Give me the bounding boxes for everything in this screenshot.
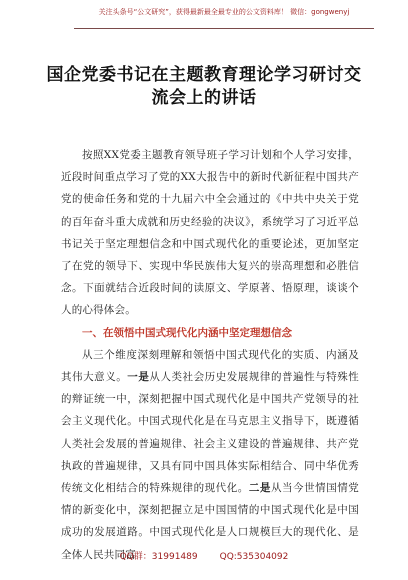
footer-qq: QQ:535304092 xyxy=(219,552,289,562)
document-body xyxy=(61,144,359,566)
footer xyxy=(0,549,408,562)
point-text-one: 从人类社会历史发展规律的普遍性与特殊性的辩证统一中，深刻把握中国式现代化是中国共产党领导的社会主义现代化。中国式现代化是在马克思主义指导下，既遵循人类社会发展的普遍规律、社会主义建设的普遍规律、共产党执政的普遍规律，又具有同中国具体实际相结合、同中华优秀传统文化相结合的特殊规律的现代化。 xyxy=(61,371,359,495)
point-text-two: 从当今世情国情党情的新变化中，深刻把握立足中国国情的中国式现代化是中国成功的发展道路。中国式现代化是人口规模巨大的现代化、是全体人民共同富 xyxy=(61,482,359,561)
section-heading: 一、在领悟中国式现代化内涵中坚定理想信念 xyxy=(82,326,292,339)
footer-qq-group: QQ群：31991489 xyxy=(119,552,198,562)
document-title: 国企党委书记在主题教育理论学习研讨交流会上的讲话 xyxy=(46,65,362,108)
section-paragraph xyxy=(61,344,359,566)
point-marker-two: 二是 xyxy=(248,482,271,495)
top-banner xyxy=(74,6,374,29)
intro-paragraph: 按照XX党委主题教育领导班子学习计划和个人学习安排，近段时间重点学习了党的XX大报告中的新时代新征程中国共产党的使命任务和党的十九届六中全会通过的《中共中央关于党的百年奋斗重大成就和历史经验的决议》，系统学习了习近平总书记关于坚定理想信念和中国式现代化的重要论述，更加坚定了在党的领导下、实现中华民族伟大复兴的崇高理想和必胜信念。下面就结合近段时间的读原文、学原著、悟原理，谈谈个人的心得体会。 xyxy=(61,149,359,317)
paragraph-lead: 从三个维度深刻理解和领悟中国式现代化的实质、内涵及其伟大意义。 xyxy=(61,348,359,384)
banner-text: 关注头条号“公文研究”，获得最新最全最专业的公文资料库！ 微信：gongwenyj xyxy=(98,8,350,16)
point-marker-one: 一是 xyxy=(127,371,150,384)
